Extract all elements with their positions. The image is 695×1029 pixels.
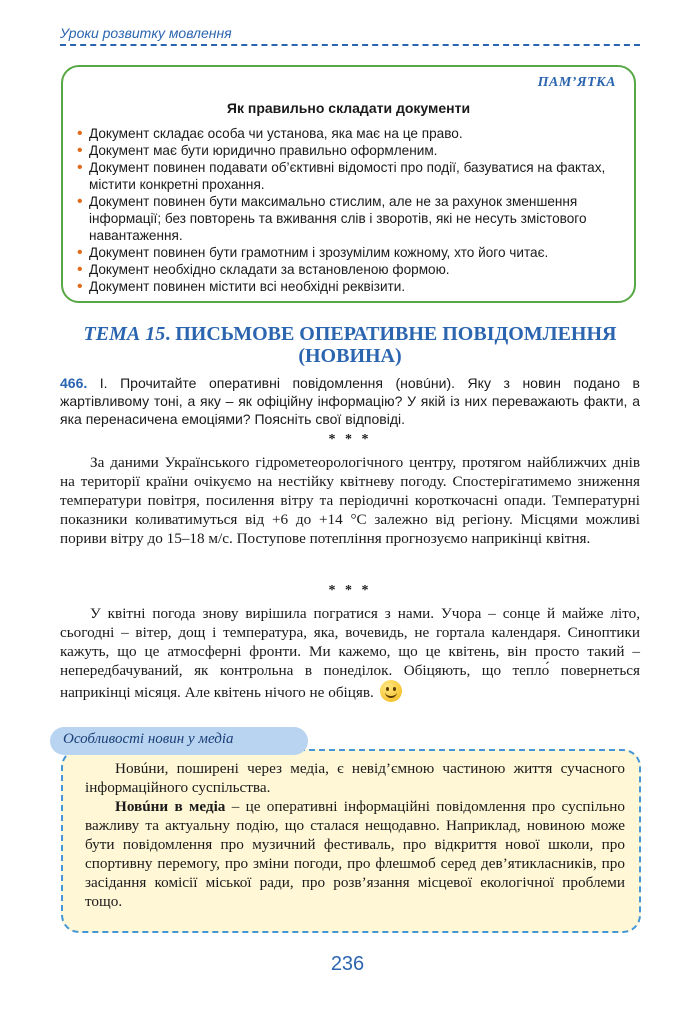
exercise-number: 466. <box>60 375 88 391</box>
media-section-tab <box>50 727 308 755</box>
news-item-official: За даними Українського гідрометеорологічного центру, протягом найближчих днів на території країни очікуємо на нестійку квітневу погоду. Спостерігатимемо зниження температури повітря, посилення вітру та періодичні короткочасні опади. Температурні показники коливатимуться від +6 до +14 °С залежно від регіону. Місцями можливі пориви вітру до 15–18 м/с. Поступове потепління прогнозуємо наприкінці квітня. <box>60 454 640 547</box>
memo-list <box>77 125 622 295</box>
smiley-icon <box>380 680 402 702</box>
topic-number: ТЕМА 15 <box>83 323 166 345</box>
media-term: Новúни в медіа <box>115 798 226 815</box>
media-definition: – це оперативні інформаційні повідомлення про суспільно важливу та актуальну подію, що сталася нещодавно. Наприклад, новиною може бути повідомлення про музичний фестиваль, про відкриття нової школи, про спортивну перемогу, про зміни погоди, про флешмоб серед дев’ятикласників, про засідання комісії міської ради, про розв’язання місцевої екологічної проблеми тощо. <box>85 798 625 910</box>
memo-title: Як правильно складати документи <box>226 100 471 116</box>
section-separator: * * * <box>328 432 372 447</box>
memo-item: • Документ має бути юридично правильно оформленим. <box>77 142 622 159</box>
memo-item: • Документ повинен бути максимально стислим, але не за рахунок зменшення інформації; без повторень та вживання слів і зворотів, які не несуть змістового навантаження. <box>77 193 622 244</box>
exercise-task <box>60 374 640 428</box>
media-info-box <box>61 749 641 933</box>
topic-title: ПИСЬМОВЕ ОПЕРАТИВНЕ ПОВІДОМЛЕННЯ (НОВИНА) <box>175 323 617 367</box>
memo-item: • Документ повинен подавати об’єктивні відомості про події, базуватися на фактах, містити конкретні прохання. <box>77 159 622 193</box>
media-paragraph-definition <box>85 797 625 911</box>
topic-separator: . <box>165 323 176 345</box>
news-item-humorous <box>60 604 640 702</box>
media-paragraph: Новúни, поширені через медіа, є невід’ємною частиною життя сучасного інформаційного суспільства. <box>85 760 625 796</box>
section-separator: * * * <box>328 583 372 598</box>
exercise-text: І. Прочитайте оперативні повідомлення (новúни). Яку з новин подано в жартівливому тоні, а яку – як офіційну інформацію? У якій із них переважають факти, а яка перенасичена емоціями? Поясніть свої відповіді. <box>60 375 640 427</box>
media-section-label: Особливості новин у медіа <box>63 731 234 747</box>
news-humorous-text: У квітні погода знову вирішила погратися з нами. Учора – сонце й майже літо, сьогодні – вітер, дощ і температура, яка, вочевидь, не гортала календаря. Синоптики кажуть, що це атмосферні фронти. Ми кажемо, що це квітень, він просто такий – непередбачуваний, як контрольна в понеділок. Обіцяють, що тепло́ повернеться наприкінці місяця. Але квітень нічого не обіцяв. <box>60 605 640 701</box>
memo-label: ПАМ’ЯТКА <box>537 75 616 90</box>
topic-heading <box>60 323 640 367</box>
header-divider <box>60 44 640 46</box>
memo-item: • Документ складає особа чи установа, яка має на це право. <box>77 125 622 142</box>
memo-item: • Документ повинен бути грамотним і зрозумілим кожному, хто його читає. <box>77 244 622 261</box>
running-title: Уроки розвитку мовлення <box>60 25 232 41</box>
memo-item: • Документ повинен містити всі необхідні реквізити. <box>77 278 622 295</box>
memo-item: • Документ необхідно складати за встановленою формою. <box>77 261 622 278</box>
memo-box <box>61 65 636 303</box>
page-number: 236 <box>330 953 365 975</box>
